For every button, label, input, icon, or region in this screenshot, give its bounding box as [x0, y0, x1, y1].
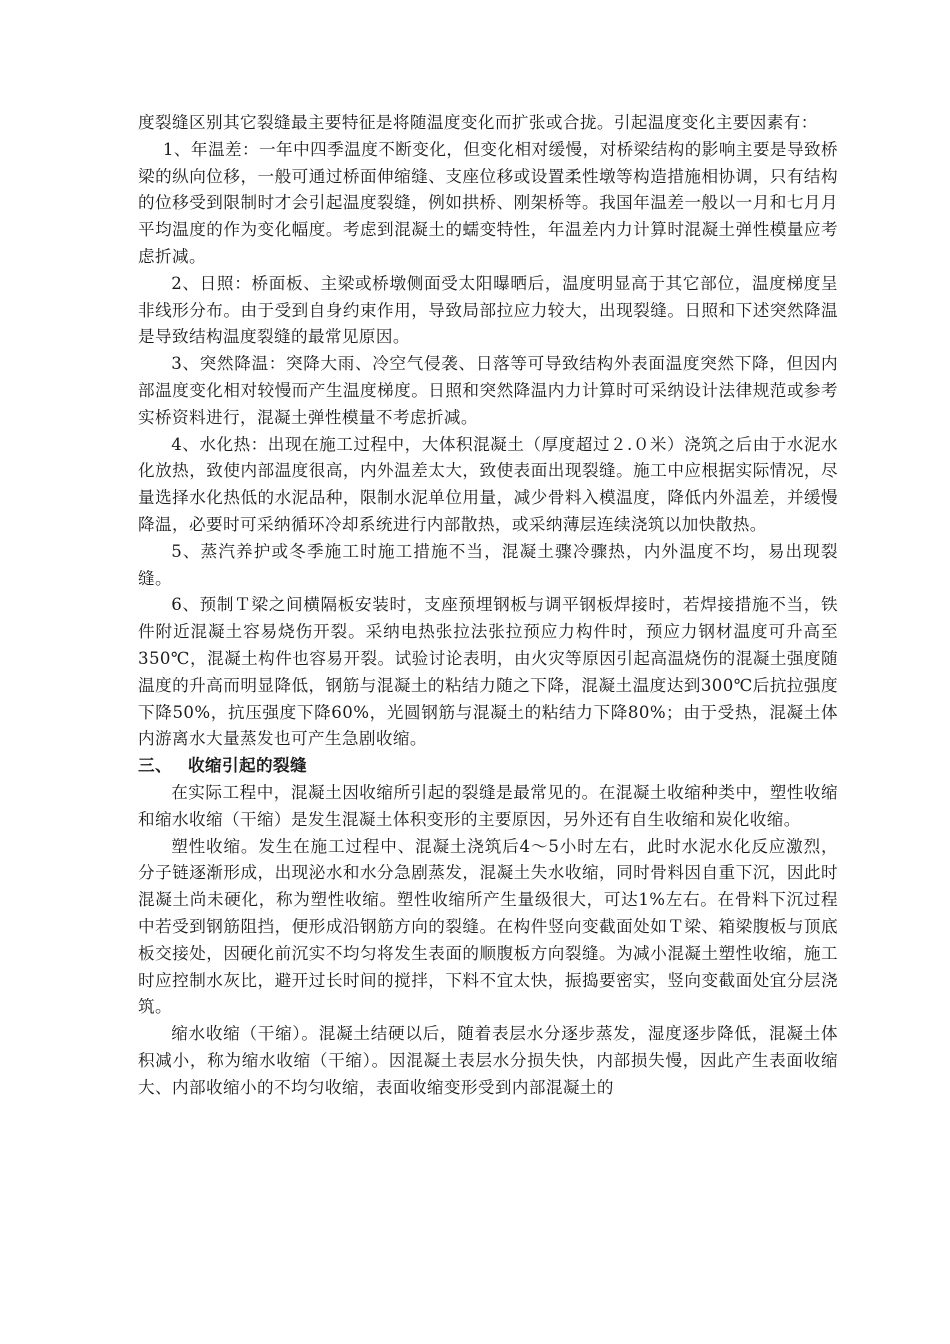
section-title: 收缩引起的裂缝 — [188, 756, 307, 776]
document-page — [138, 110, 838, 1101]
paragraph-annual-temperature: 1、年温差：一年中四季温度不断变化，但变化相对缓慢，对桥梁结构的影响主要是导致桥梁的纵向位移，一般可通过桥面伸缩缝、支座位移或设置柔性墩等构造措施相协调，只有结构的位移受到限制时才会引起温度裂缝，例如拱桥、刚架桥等。我国年温差一般以一月和七月月平均温度的作为变化幅度。考虑到混凝土的蠕变特性，年温差内力计算时混凝土弹性模量应考虑折减。 — [138, 139, 838, 266]
paragraph-continuation: 度裂缝区别其它裂缝最主要特征是将随温度变化而扩张或合拢。引起温度变化主要因素有： — [138, 113, 818, 132]
paragraph-sudden-cooling: 3、突然降温：突降大雨、冷空气侵袭、日落等可导致结构外表面温度突然下降，但因内部温度变化相对较慢而产生温度梯度。日照和突然降温内力计算时可采纳设计法律规范或参考实桥资料进行，混凝土弹性模量不考虑折减。 — [138, 354, 838, 427]
paragraph-welding-fire: 6、预制Ｔ梁之间横隔板安装时，支座预埋钢板与调平钢板焊接时，若焊接措施不当，铁件附近混凝土容易烧伤开裂。采纳电热张拉法张拉预应力构件时，预应力钢材温度可升高至350℃，混凝土构件也容易开裂。试验讨论表明，由火灾等原因引起高温烧伤的混凝土强度随温度的升高而明显降低，钢筋与混凝土的粘结力随之下降，混凝土温度达到300℃后抗拉强度下降50%，抗压强度下降60%，光圆钢筋与混凝土的粘结力下降80%；由于受热，混凝土体内游离水大量蒸发也可产生急剧收缩。 — [138, 595, 838, 749]
section-number: 三、 — [138, 756, 172, 776]
paragraph-sunlight: 2、日照：桥面板、主梁或桥墩侧面受太阳曝晒后，温度明显高于其它部位，温度梯度呈非线形分布。由于受到自身约束作用，导致局部拉应力较大，出现裂缝。日照和下述突然降温是导致结构温度裂缝的最常见原因。 — [138, 273, 838, 347]
paragraph-shrinkage-intro: 在实际工程中，混凝土因收缩所引起的裂缝是最常见的。在混凝土收缩种类中，塑性收缩和缩水收缩（干缩）是发生混凝土体积变形的主要原因，另外还有自生收缩和炭化收缩。 — [138, 782, 838, 829]
paragraph-hydration-heat: 4、水化热：出现在施工过程中，大体积混凝土（厚度超过２.０米）浇筑之后由于水泥水化放热，致使内部温度很高，内外温差太大，致使表面出现裂缝。施工中应根据实际情况，尽量选择水化热低的水泥品种，限制水泥单位用量，减少骨料入模温度，降低内外温差，并缓慢降温，必要时可采纳循环冷却系统进行内部散热，或采纳薄层连续浇筑以加快散热。 — [138, 434, 838, 534]
paragraph-steam-curing: 5、蒸汽养护或冬季施工时施工措施不当，混凝土骤冷骤热，内外温度不均，易出现裂缝。 — [138, 541, 838, 588]
paragraph-drying-shrinkage: 缩水收缩（干缩）。混凝土结硬以后，随着表层水分逐步蒸发，湿度逐步降低，混凝土体积减小，称为缩水收缩（干缩）。因混凝土表层水分损失快，内部损失慢，因此产生表面收缩大、内部收缩小的不均匀收缩，表面收缩变形受到内部混凝土的 — [138, 1024, 838, 1097]
paragraph-plastic-shrinkage: 塑性收缩。发生在施工过程中、混凝土浇筑后4～5小时左右，此时水泥水化反应激烈，分子链逐渐形成，出现泌水和水分急剧蒸发，混凝土失水收缩，同时骨料因自重下沉，因此时混凝土尚未硬化，称为塑性收缩。塑性收缩所产生量级很大，可达1%左右。在骨料下沉过程中若受到钢筋阻挡，便形成沿钢筋方向的裂缝。在构件竖向变截面处如Ｔ梁、箱梁腹板与顶底板交接处，因硬化前沉实不均匀将发生表面的顺腹板方向裂缝。为减小混凝土塑性收缩，施工时应控制水灰比，避开过长时间的搅拌，下料不宜太快，振捣要密实，竖向变截面处宜分层浇筑。 — [138, 836, 838, 1017]
section-heading — [138, 753, 838, 780]
